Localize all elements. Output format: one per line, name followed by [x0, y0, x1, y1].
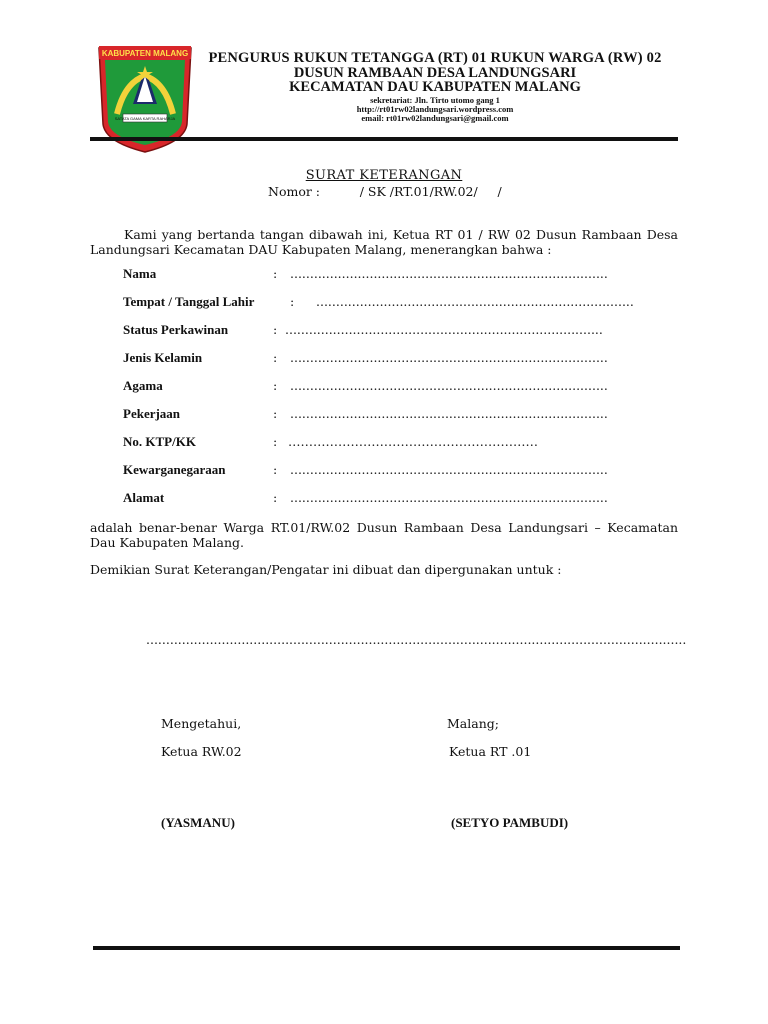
field-status-perkawinan: Status Perkawinan : ................................................................................ [123, 322, 603, 337]
field-alamat: Alamat : ................................................................................ [123, 490, 608, 505]
header-divider [90, 137, 678, 141]
left-signatory-name: (YASMANU) [161, 815, 235, 830]
header-email: email: rt01rw02landungsari@gmail.com [361, 113, 509, 123]
purpose-paragraph: Demikian Surat Keterangan/Pengatar ini dibuat dan dipergunakan untuk : [90, 562, 562, 577]
letter-number: Nomor : / SK /RT.01/RW.02/ / [268, 184, 502, 199]
left-caption: Mengetahui, [161, 716, 242, 731]
statement-paragraph: adalah benar-benar Warga RT.01/RW.02 Dusun Rambaan Desa Landungsari – Kecamatan Dau Kabupaten Malang. [90, 520, 678, 550]
field-nama: Nama : ................................................................................ [123, 266, 608, 281]
header-line-1: PENGURUS RUKUN TETANGGA (RT) 01 RUKUN WARGA (RW) 02 [208, 50, 662, 66]
left-role: Ketua RW.02 [161, 744, 242, 759]
header-secretariat: sekretariat: Jln. Tirto utomo gang 1 [370, 95, 500, 105]
header-website: http://rt01rw02landungsari.wordpress.com [356, 104, 514, 114]
field-tempat-tanggal-lahir: Tempat / Tanggal Lahir : ................................................................................ [123, 294, 634, 309]
header-line-3: KECAMATAN DAU KABUPATEN MALANG [289, 79, 581, 95]
letter-title: SURAT KETERANGAN [305, 168, 463, 183]
field-no-ktp-kk: No. KTP/KK : …………………………………………………… [123, 434, 538, 449]
logo-label: KABUPATEN MALANG [101, 49, 189, 58]
right-caption: Malang; [447, 716, 499, 731]
intro-paragraph: Kami yang bertanda tangan dibawah ini, Ketua RT 01 / RW 02 Dusun Rambaan Desa Landungsari Kecamatan DAU Kabupaten Malang, menerangkan bahwa : [90, 227, 678, 257]
header-line-2: DUSUN RAMBAAN DESA LANDUNGSARI [293, 65, 577, 81]
field-kewarganegaraan: Kewarganegaraan : ................................................................................ [123, 462, 608, 477]
logo-motto: SATATA GAMA KARTA RAHARJA [114, 116, 176, 121]
purpose-blank-line: ........................................................................................................................................ [146, 632, 687, 647]
field-pekerjaan: Pekerjaan : ................................................................................ [123, 406, 608, 421]
right-role: Ketua RT .01 [449, 744, 532, 759]
right-signatory-name: (SETYO PAMBUDI) [451, 815, 569, 830]
footer-divider [93, 946, 680, 950]
field-agama: Agama : ................................................................................ [123, 378, 608, 393]
field-jenis-kelamin: Jenis Kelamin : ................................................................................ [123, 350, 608, 365]
